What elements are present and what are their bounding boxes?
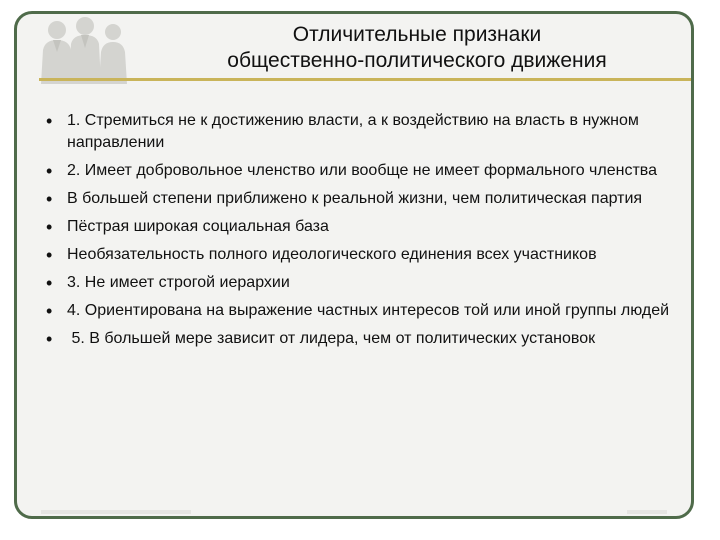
title-underline-rule	[39, 78, 692, 81]
business-people-silhouette-icon	[33, 14, 143, 84]
bullet-icon: •	[46, 329, 53, 349]
bullet-icon: •	[46, 245, 53, 265]
bullet-icon: •	[46, 301, 53, 321]
list-item	[37, 272, 677, 294]
list-item	[37, 160, 677, 182]
list-item	[37, 216, 677, 238]
list-item-text: 3. Не имеет строгой иерархии	[67, 274, 290, 291]
list-item	[37, 110, 677, 154]
list-item	[37, 244, 677, 266]
list-item-text: 5. В большей мере зависит от лидера, чем от политических установок	[67, 330, 596, 347]
bullet-icon: •	[46, 217, 53, 237]
list-item-text: 2. Имеет добровольное членство или вообще не имеет формального членства	[67, 162, 658, 179]
list-item-text: 1. Стремиться не к достижению власти, а к воздействию на власть в нужном направлении	[67, 112, 639, 151]
bullet-icon: •	[46, 273, 53, 293]
bullet-icon: •	[46, 189, 53, 209]
bullet-list	[37, 110, 677, 356]
slide-frame	[14, 11, 694, 519]
footer-decoration-left	[41, 510, 191, 514]
title-line-2: общественно-политического движения	[227, 49, 607, 72]
title-line-1: Отличительные признаки	[292, 23, 542, 46]
slide-title	[147, 22, 687, 74]
bullet-icon: •	[46, 161, 53, 181]
list-item	[37, 328, 677, 350]
list-item-text: Необязательность полного идеологического единения всех участников	[67, 246, 597, 263]
list-item-text: Пёстрая широкая социальная база	[67, 218, 329, 235]
list-item-text: 4. Ориентирована на выражение частных интересов той или иной группы людей	[67, 302, 670, 319]
bullet-icon: •	[46, 111, 53, 131]
footer-decoration-right	[627, 510, 667, 514]
list-item	[37, 188, 677, 210]
list-item	[37, 300, 677, 322]
list-item-text: В большей степени приближено к реальной жизни, чем политическая партия	[67, 190, 643, 207]
